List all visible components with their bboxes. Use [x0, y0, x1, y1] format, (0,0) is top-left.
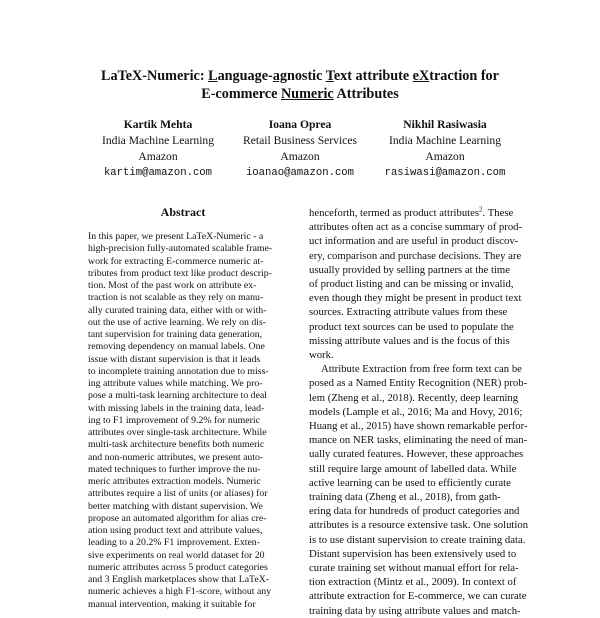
abstract-line: numeric attributes across 5 product categories	[88, 561, 268, 573]
text-line: active learning can be used to efficiently curate	[309, 476, 511, 489]
abstract-line: removing dependency on manual labels. One	[88, 341, 265, 353]
text-run: uct information and are useful in product discov-	[309, 235, 519, 248]
paper-title	[40, 67, 560, 103]
text-run: usually provided by selling partners at the time	[309, 263, 510, 276]
abstract-line: mated techniques to further improve the nu-	[88, 463, 261, 475]
text-line: posed as a Named Entity Recognition (NER) prob-	[309, 377, 528, 390]
abstract-line: better matching with distant supervision. We	[88, 500, 263, 512]
title-line-2	[40, 85, 560, 103]
abstract-line: leading to a 20.2% F1 improvement. Exten-	[88, 537, 260, 549]
text-run: of product listing and can be missing or invalid,	[309, 278, 514, 291]
abstract-line: high-precision fully-automated scalable frame-	[88, 243, 273, 255]
title-segment: E-commerce	[201, 86, 281, 102]
abstract-line: issue with distant supervision is that it leads	[88, 353, 261, 365]
abstract-line: numeric achieves a high F1-score, without any	[88, 586, 272, 598]
abstract-line: tion. Most of the past work on attribute ex-	[88, 280, 257, 291]
text-line	[309, 305, 510, 319]
author-affiliation: India Machine Learning	[101, 134, 215, 147]
right-column	[309, 205, 529, 618]
author-affiliation: Retail Business Services	[243, 134, 357, 147]
abstract-line: and 3 English marketplaces show that LaTeX-	[88, 574, 270, 585]
abstract-line: attributes require a list of units (or aliases) for	[88, 488, 268, 500]
abstract-line: manual intervention, making it suitable for	[88, 598, 256, 610]
abstract-body	[88, 231, 278, 611]
text-run: henceforth, termed as product attributes	[309, 207, 480, 219]
title-segment: eX	[412, 68, 430, 84]
paragraph	[309, 205, 523, 362]
text-line: is to use distant supervision to create training data.	[309, 533, 526, 546]
text-line: attribute extraction for E-commerce, we can curate	[309, 590, 527, 603]
text-run: sources. Extracting attribute values from these	[309, 306, 508, 319]
title-segment: LaTeX-Numeric:	[101, 68, 209, 84]
text-run: product text sources can be used to populate the	[309, 320, 514, 333]
text-line	[309, 334, 510, 348]
text-line: training data by using attribute values and match-	[309, 604, 521, 617]
abstract-line: out the use of active learning. We rely on dis-	[88, 316, 267, 328]
text-line: mance on NER tasks, eliminating the need of man-	[309, 434, 528, 447]
text-run: attributes often act as a concise summary of prod-	[309, 221, 523, 234]
author-affiliation: India Machine Learning	[388, 134, 502, 147]
abstract-line: In this paper, we present LaTeX-Numeric - a	[88, 231, 264, 242]
author-email: ioanao@amazon.com	[245, 167, 355, 179]
author-name: Kartik Mehta	[123, 118, 193, 131]
title-segment: Numeric	[280, 86, 334, 102]
abstract-line: and non-numeric attributes, we present auto-	[88, 451, 264, 463]
text-line: attributes is a resource extensive task. One solution	[309, 519, 529, 532]
abstract-line: work for extracting E-commerce numeric at-	[88, 255, 264, 267]
author-email: rasiwasi@amazon.com	[384, 167, 506, 179]
abstract-line: propose an automated algorithm for alias cre-	[88, 512, 267, 524]
text-run: work.	[309, 349, 334, 362]
text-line: Attribute Extraction from free form text can be	[321, 363, 522, 376]
text-line: Distant supervision has been extensively used to	[309, 547, 517, 560]
abstract-line: traction is not scalable as they rely on manu-	[88, 292, 264, 304]
text-line: still require large amount of labelled data. While	[309, 462, 517, 475]
abstract-heading: Abstract	[160, 205, 206, 219]
abstract-line: sive experiments on real world dataset for 20	[88, 549, 265, 561]
abstract-line: ing to F1 improvement of 9.2% for numeric	[88, 414, 260, 426]
abstract-line: tant supervision for training data generation,	[88, 329, 263, 340]
text-line	[309, 348, 510, 362]
text-run: ery, comparison and purchase decisions. They are	[309, 249, 522, 262]
author	[350, 117, 540, 181]
abstract-line: attributes over single-task architecture. While	[88, 427, 267, 438]
text-line: lem (Zheng et al., 2018). Recently, deep learning	[309, 391, 519, 404]
text-line	[309, 263, 510, 277]
text-line: curate training set without manual effort for rela-	[309, 562, 519, 575]
author-name: Ioana Oprea	[268, 118, 332, 131]
text-line	[309, 249, 522, 263]
abstract-line: to incomplete training annotation due to miss-	[88, 365, 269, 377]
text-line	[309, 205, 514, 220]
title-segment: anguage-	[217, 68, 273, 84]
abstract-line: ing attribute values while matching. We pro-	[88, 378, 263, 389]
paragraph	[309, 362, 529, 618]
title-segment: L	[208, 68, 218, 84]
title-segment: T	[325, 68, 334, 84]
title-segment: Attributes	[333, 86, 399, 102]
abstract-line: ally curated training data, either with or with-	[88, 304, 267, 316]
text-line: Huang et al., 2015) have shown remarkable perfor-	[309, 420, 528, 433]
text-line	[309, 277, 514, 291]
text-run: . These	[482, 207, 514, 219]
abstract-line: with missing labels in the training data, lead-	[88, 402, 265, 414]
author-name: Nikhil Rasiwasia	[403, 118, 487, 131]
text-line	[309, 220, 523, 234]
text-line	[309, 291, 522, 305]
author-organization: Amazon	[280, 150, 320, 163]
text-run: missing attribute values and is the focus of this	[309, 334, 510, 347]
title-segment: ag	[272, 68, 287, 84]
text-line: ering data for hundreds of product categories and	[309, 505, 520, 518]
author-organization: Amazon	[425, 150, 465, 163]
text-line: tion extraction (Mintz et al., 2009). In context of	[309, 576, 517, 589]
abstract-line: meric attributes extraction models. Numeric	[88, 476, 261, 487]
abstract-line: ation using product text and attribute values,	[88, 525, 263, 536]
text-line: models (Lample et al., 2016; Ma and Hovy, 2016;	[309, 405, 523, 418]
title-segment: traction for	[429, 68, 499, 84]
abstract-line: multi-task architecture benefits both numeric	[88, 439, 265, 451]
abstract-line: pose a multi-task learning architecture to deal	[88, 390, 267, 402]
title-segment: ext attribute	[333, 68, 413, 84]
text-line	[309, 234, 519, 248]
abstract-line: tributes from product text like product descrip-	[88, 267, 272, 279]
footnote-marker: 2	[479, 205, 483, 214]
title-line-1	[40, 67, 560, 85]
text-line: ually curated features. However, these approaches	[309, 448, 524, 461]
title-segment: nostic	[286, 68, 326, 84]
text-line	[309, 320, 514, 334]
author-organization: Amazon	[138, 150, 178, 163]
text-run: even though they might be present in product text	[309, 292, 522, 305]
text-line: training data (Zheng et al., 2018), from gath-	[309, 491, 501, 504]
author-email: kartim@amazon.com	[103, 167, 213, 179]
